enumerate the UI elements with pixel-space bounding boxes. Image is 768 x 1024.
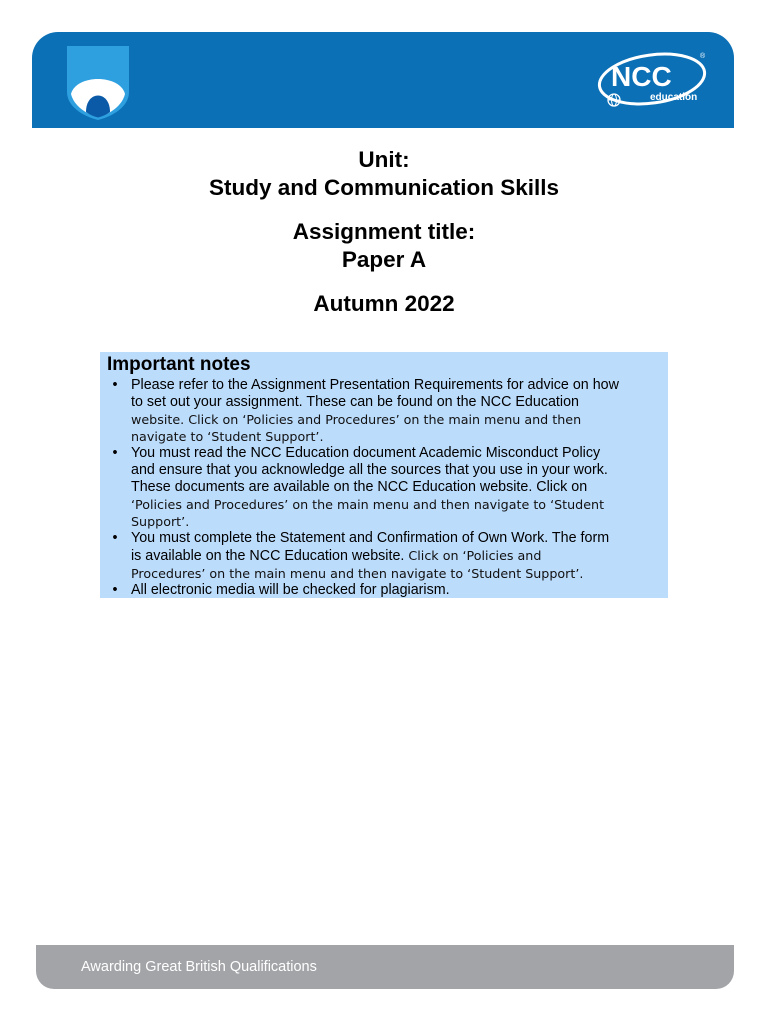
note-line: and ensure that you acknowledge all the sources that you use in your work. xyxy=(131,462,608,478)
notes-heading: Important notes xyxy=(107,354,251,375)
registered-mark: ® xyxy=(700,53,706,60)
note-line: to set out your assignment. These can be found on the NCC Education xyxy=(131,394,579,410)
ncc-logo-subtext: education xyxy=(650,92,698,103)
note-line: navigate to ‘Student Support’. xyxy=(131,429,324,444)
note-line xyxy=(131,547,662,565)
bullet-icon: • xyxy=(112,582,118,598)
bullet-icon: • xyxy=(112,530,118,546)
title-block xyxy=(0,146,768,318)
unit-name: Study and Communication Skills xyxy=(208,175,560,200)
assignment-name: Paper A xyxy=(341,247,427,272)
footer-tagline: Awarding Great British Qualifications xyxy=(81,959,317,975)
note-line: You must complete the Statement and Confirmation of Own Work. The form xyxy=(131,530,610,546)
notes-list xyxy=(107,377,662,599)
note-item xyxy=(107,377,662,445)
header-band xyxy=(32,32,734,128)
globe-icon xyxy=(608,94,620,106)
unit-label: Unit: xyxy=(358,147,410,172)
ncc-education-logo xyxy=(594,46,712,112)
bullet-icon: • xyxy=(112,445,118,461)
bullet-icon: • xyxy=(112,377,118,393)
note-line: All electronic media will be checked for plagiarism. xyxy=(131,582,450,598)
university-shield-icon xyxy=(66,44,130,120)
note-line: Procedures’ on the main menu and then navigate to ‘Student Support’. xyxy=(131,566,584,581)
note-item xyxy=(107,582,662,599)
note-line: Support’. xyxy=(131,514,190,529)
footer-band xyxy=(36,945,734,989)
note-item xyxy=(107,530,662,582)
ncc-logo-text: NCC xyxy=(611,61,672,92)
note-item xyxy=(107,445,662,530)
assignment-label: Assignment title: xyxy=(292,219,476,244)
note-line-part: Click on ‘Policies and xyxy=(404,548,542,563)
note-line: You must read the NCC Education document Academic Misconduct Policy xyxy=(131,445,601,461)
note-line-part: is available on the NCC Education website. xyxy=(131,548,405,564)
session-title: Autumn 2022 xyxy=(313,291,455,316)
note-line: Please refer to the Assignment Presentation Requirements for advice on how xyxy=(131,377,619,393)
note-line: website. Click on ‘Policies and Procedures’ on the main menu and then xyxy=(131,412,582,427)
note-line: ‘Policies and Procedures’ on the main menu and then navigate to ‘Student xyxy=(131,497,605,512)
note-line: These documents are available on the NCC Education website. Click on xyxy=(131,479,588,495)
important-notes-box xyxy=(100,352,668,598)
